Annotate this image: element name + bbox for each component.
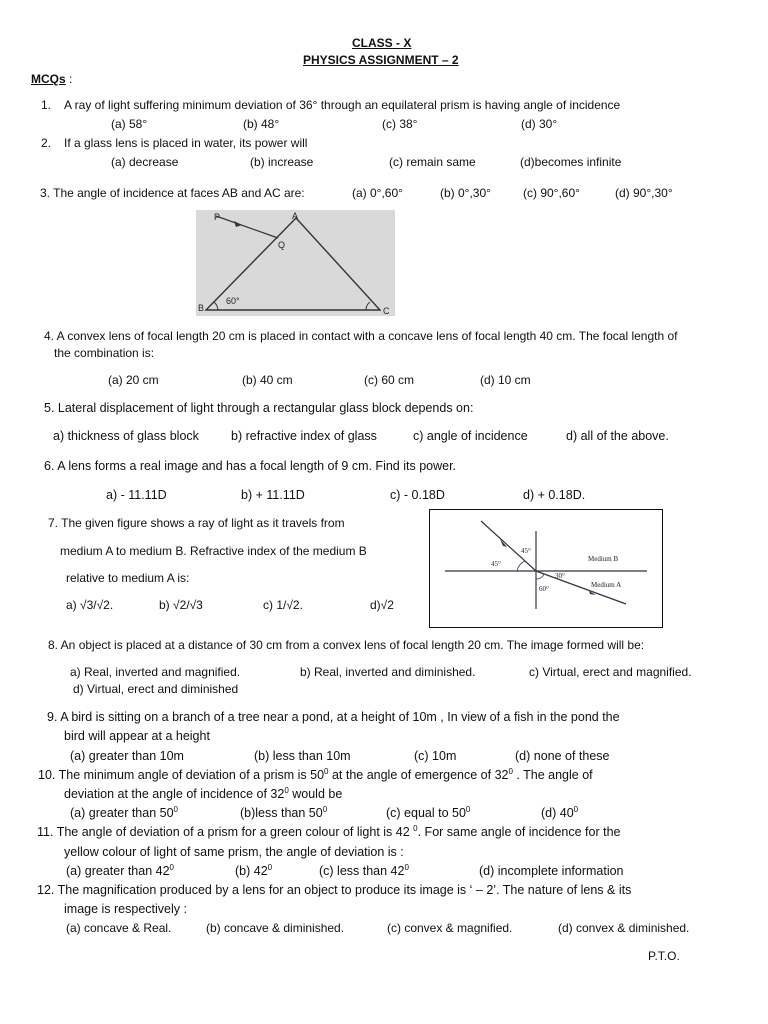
q12-option-c: (c) convex & magnified.	[387, 921, 513, 935]
q8-option-b: b) Real, inverted and diminished.	[300, 665, 476, 679]
q9-option-a: (a) greater than 10m	[70, 749, 184, 763]
q11-option-c: (c) less than $42^0$	[319, 862, 409, 878]
q1-option-c: (c) 38°	[382, 117, 418, 131]
q12-text-line1: 12. The magnification produced by a lens for an object to produce its image is ‘ – 2’. The nature of lens & its	[37, 883, 632, 897]
q3-text: 3. The angle of incidence at faces AB and AC are:	[40, 186, 305, 200]
mcqs-heading: MCQs :	[31, 72, 73, 86]
q10-text-line1: 10. The minimum angle of deviation of a prism is $50^0$ at the angle of emergence of $32^0$ . The angle of	[38, 766, 593, 782]
q2-option-a: (a) decrease	[111, 155, 179, 169]
label-c: C	[383, 306, 390, 316]
q1-text: A ray of light suffering minimum deviation of 36° through an equilateral prism is having angle of incidence	[64, 98, 621, 112]
q5-option-a: a) thickness of glass block	[53, 429, 199, 443]
label-angle-60: 60°	[226, 296, 240, 306]
q4-option-b: (b) 40 cm	[242, 373, 293, 387]
q8-text: 8. An object is placed at a distance of 30 cm from a convex lens of focal length 20 cm. The image formed will be:	[48, 638, 645, 652]
q9-text-line2: bird will appear at a height	[64, 729, 210, 743]
q9-option-d: (d) none of these	[515, 749, 610, 763]
label-45-left: 45°	[491, 560, 501, 568]
q8-option-c: c) Virtual, erect and magnified.	[529, 665, 692, 679]
q7-option-b: b) √2/√3	[159, 598, 203, 612]
label-a: A	[292, 211, 299, 221]
q1-number: 1.	[41, 98, 52, 112]
q6-option-d: d) + 0.18D.	[523, 488, 586, 502]
q1-option-a: (a) 58°	[111, 117, 148, 131]
label-medium-a: Medium A	[591, 581, 622, 589]
q10-option-c: (c) equal to $50^0$	[386, 804, 471, 820]
q4-text-line1: 4. A convex lens of focal length 20 cm is placed in contact with a concave lens of focal length 40 cm. The focal length of	[44, 329, 678, 343]
figure-border	[430, 510, 663, 628]
q1-option-d: (d) 30°	[521, 117, 558, 131]
q6-text: 6. A lens forms a real image and has a focal length of 9 cm. Find its power.	[44, 459, 457, 473]
q3-option-c: (c) 90°,60°	[523, 186, 580, 200]
q7-text-line2: medium A to medium B. Refractive index of the medium B	[60, 544, 367, 558]
q9-text-line1: 9. A bird is sitting on a branch of a tree near a pond, at a height of 10m , In view of a fish in the pond the	[47, 710, 620, 724]
pto-label: P.T.O.	[648, 949, 680, 963]
q11-text-line1: 11. The angle of deviation of a prism for a green colour of light is 42 $^0$. For same angle of incidence for the	[37, 823, 621, 839]
q6-option-b: b) + 11.11D	[241, 488, 305, 502]
q9-option-c: (c) 10m	[414, 749, 457, 763]
assignment-title: PHYSICS ASSIGNMENT – 2	[303, 53, 459, 67]
refraction-figure	[429, 509, 663, 628]
q5-text: 5. Lateral displacement of light through a rectangular glass block depends on:	[44, 401, 474, 415]
q7-text-line1: 7. The given figure shows a ray of light as it travels from	[48, 516, 345, 530]
q2-text: If a glass lens is placed in water, its power will	[64, 136, 308, 150]
label-45-upper: 45°	[521, 547, 531, 555]
label-p: P	[214, 212, 221, 222]
label-b: B	[198, 303, 205, 313]
q2-option-b: (b) increase	[250, 155, 314, 169]
q12-option-b: (b) concave & diminished.	[206, 921, 345, 935]
q11-option-b: (b) $42^0$	[235, 862, 273, 878]
q3-option-a: (a) 0°,60°	[352, 186, 403, 200]
q2-number: 2.	[41, 136, 52, 150]
q3-option-b: (b) 0°,30°	[440, 186, 491, 200]
q4-text-line2: the combination is:	[54, 346, 155, 360]
q8-option-a: a) Real, inverted and magnified.	[70, 665, 241, 679]
q11-option-d: (d) incomplete information	[479, 864, 624, 878]
q5-option-b: b) refractive index of glass	[231, 429, 377, 443]
label-60: 60°	[539, 585, 549, 593]
q11-option-a: (a) greater than $42^0$	[66, 862, 174, 878]
q7-text-line3: relative to medium A is:	[66, 571, 190, 585]
q12-option-a: (a) concave & Real.	[66, 921, 172, 935]
q8-option-d: d) Virtual, erect and diminished	[73, 682, 239, 696]
q4-option-c: (c) 60 cm	[364, 373, 415, 387]
q7-option-a: a) √3/√2.	[66, 598, 114, 612]
q12-option-d: (d) convex & diminished.	[558, 921, 690, 935]
q3-option-d: (d) 90°,30°	[615, 186, 673, 200]
q2-option-c: (c) remain same	[389, 155, 476, 169]
label-30: 30°	[555, 572, 565, 580]
q4-option-a: (a) 20 cm	[108, 373, 159, 387]
q9-option-b: (b) less than 10m	[254, 749, 351, 763]
q7-option-c: c) 1/√2.	[263, 598, 303, 612]
label-medium-b: Medium B	[588, 555, 619, 563]
q4-option-d: (d) 10 cm	[480, 373, 531, 387]
q7-option-d: d)√2	[370, 598, 394, 612]
q10-text-line2: deviation at the angle of incidence of $32^0$ would be	[64, 785, 343, 801]
class-heading: CLASS - X	[352, 36, 412, 50]
q10-option-b: (b)less than $50^0$	[240, 804, 328, 820]
q5-option-c: c) angle of incidence	[413, 429, 528, 443]
label-q: Q	[278, 240, 286, 250]
q1-option-b: (b) 48°	[243, 117, 280, 131]
q6-option-c: c) - 0.18D	[390, 488, 445, 502]
q10-option-a: (a) greater than $50^0$	[70, 804, 178, 820]
q5-option-d: d) all of the above.	[566, 429, 669, 443]
prism-figure	[196, 210, 395, 316]
q11-text-line2: yellow colour of light of same prism, the angle of deviation is :	[64, 845, 404, 859]
q10-option-d: (d) $40^0$	[541, 804, 579, 820]
q2-option-d: (d)becomes infinite	[520, 155, 622, 169]
q12-text-line2: image is respectively :	[64, 902, 187, 916]
q6-option-a: a) - 11.11D	[106, 488, 167, 502]
